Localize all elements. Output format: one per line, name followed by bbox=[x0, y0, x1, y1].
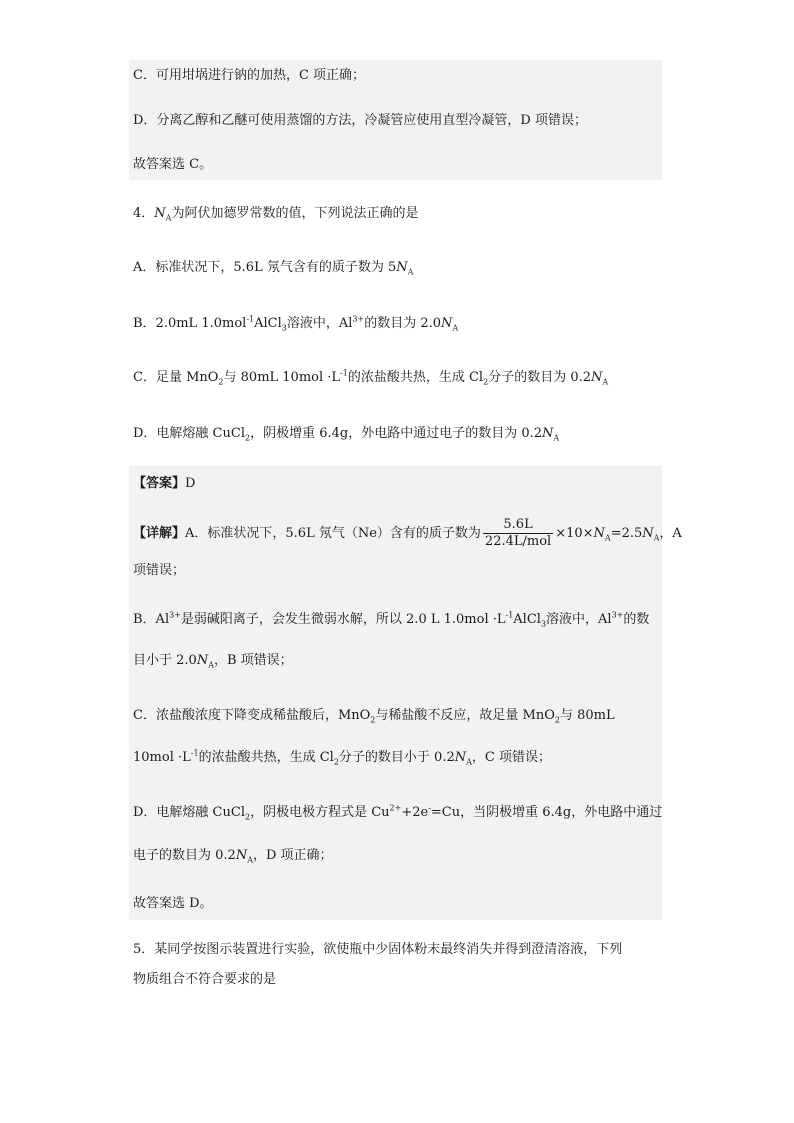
explanation-c: C．浓盐酸浓度下降变成稀盐酸后，MnO$_2$与稀盐酸不反应，故足量 MnO$_2$与 80mL bbox=[133, 708, 615, 725]
explanation-a: 【详解】A．标准状况下，5.6L 氖气（Ne）含有的质子数为 $\frac{5.6L}{\text{22.4L/mol}}$ $\times 10\times N_A=2.5N_A$，A bbox=[133, 517, 682, 549]
q5-line1: 5．某同学按图示装置进行实验，欲使瓶中少固体粉末最终消失并得到澄清溶液，下列 bbox=[133, 942, 623, 957]
q4-option-d: D．电解熔融 CuCl$_2$，阴极增重 6.4g，外电路中通过电子的数目为 $0.2N_A$ bbox=[133, 426, 560, 443]
q4-option-b: B．2.0mL 1.0mol$^{-1}$AlCl$_3$溶液中，$Al^{3+}$的数目为 $2.0N_A$ bbox=[133, 314, 459, 333]
answer-line: 【答案】D bbox=[133, 476, 196, 491]
explanation-b: B．$Al^{3+}$是弱碱阳离子，会发生微弱水解，所以 2.0 L $1.0mol \cdot L^{-1}AlCl_3$溶液中，$Al^{3+}$的数 bbox=[133, 610, 650, 629]
q4-option-c: C．足量 MnO$_2$与 80mL $10mol \cdot L^{-1}$的浓盐酸共热，生成 $Cl_2$分子的数目为 $0.2N_A$ bbox=[133, 368, 609, 387]
explanation-b-line2: 目小于 $2.0N_A$，B 项错误； bbox=[133, 653, 293, 670]
prev-solution-c: C．可用坩埚进行钠的加热，C 项正确； bbox=[133, 68, 366, 83]
prev-solution-d: D．分离乙醇和乙醚可使用蒸馏的方法，冷凝管应使用直型冷凝管，D 项错误； bbox=[133, 113, 587, 128]
prev-solution-conclusion: 故答案选 C。 bbox=[133, 157, 213, 172]
explanation-d-line2: 电子的数目为 $0.2N_A$，D 项正确； bbox=[133, 848, 333, 865]
q4-stem: 4．$N_A$为阿伏加德罗常数的值，下列说法正确的是 bbox=[133, 206, 419, 223]
explanation-c-line2: $10mol \cdot L^{-1}$的浓盐酸共热，生成 $Cl_2$分子的数目小于 $0.2N_A$，C 项错误； bbox=[133, 748, 551, 767]
q5-line2: 物质组合不符合要求的是 bbox=[133, 972, 277, 987]
explanation-conclusion: 故答案选 D。 bbox=[133, 896, 213, 911]
fraction: $\frac{5.6L}{\text{22.4L/mol}}$ bbox=[484, 517, 552, 549]
q4-option-a: A．标准状况下，5.6L 氖气含有的质子数为 $5N_A$ bbox=[133, 260, 414, 277]
explanation-a-line2: 项错误； bbox=[133, 563, 186, 578]
explanation-d: D．电解熔融 CuCl$_2$，阴极电极方程式是 $Cu^{2+}+2e^-=Cu$，当阴极增重 6.4g，外电路中通过 bbox=[133, 803, 663, 822]
